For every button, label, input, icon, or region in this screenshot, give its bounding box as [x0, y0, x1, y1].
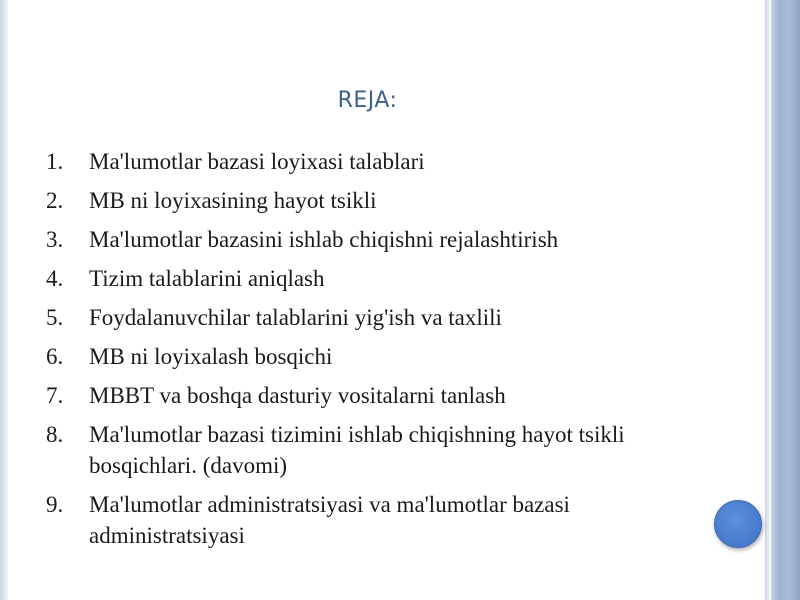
list-item — [46, 489, 706, 551]
list-item-text: MB ni loyixalash bosqichi — [89, 344, 333, 369]
list-item-text: Foydalanuvchilar talablarini yig'ish va taxlili — [89, 305, 502, 330]
list-item-number: 8. — [46, 422, 64, 447]
slide-title: REJA: — [337, 88, 398, 113]
list-item-text: MB ni loyixasining hayot tsikli — [89, 188, 377, 213]
list-item-text: Ma'lumotlar bazasi loyixasi talablari — [89, 149, 425, 174]
list-item-text: Ma'lumotlar administratsiyasi va ma'lumotlar bazasi administratsiyasi — [89, 492, 570, 548]
list-item-number: 9. — [46, 492, 64, 517]
list-item — [46, 146, 706, 177]
list-item-number: 4. — [46, 266, 64, 291]
agenda-list — [46, 146, 706, 559]
list-item — [46, 302, 706, 333]
list-item-text: Ma'lumotlar bazasi tizimini ishlab chiqishning hayot tsikli bosqichlari. (davomi) — [89, 422, 625, 478]
list-item — [46, 380, 706, 411]
circle-button[interactable] — [714, 500, 762, 548]
right-decorative-band — [765, 0, 800, 600]
list-item — [46, 419, 706, 481]
list-item-number: 2. — [46, 188, 64, 213]
list-item-number: 7. — [46, 383, 64, 408]
list-item-text: Ma'lumotlar bazasini ishlab chiqishni rejalashtirish — [89, 227, 559, 252]
list-item-number: 3. — [46, 227, 64, 252]
list-item-number: 1. — [46, 149, 64, 174]
list-item-number: 6. — [46, 344, 64, 369]
list-item — [46, 263, 706, 294]
list-item — [46, 341, 706, 372]
list-item — [46, 185, 706, 216]
list-item — [46, 224, 706, 255]
list-item-text: MBBT va boshqa dasturiy vositalarni tanlash — [89, 383, 506, 408]
list-item-number: 5. — [46, 305, 64, 330]
list-item-text: Tizim talablarini aniqlash — [89, 266, 325, 291]
right-band-highlight — [769, 0, 771, 600]
